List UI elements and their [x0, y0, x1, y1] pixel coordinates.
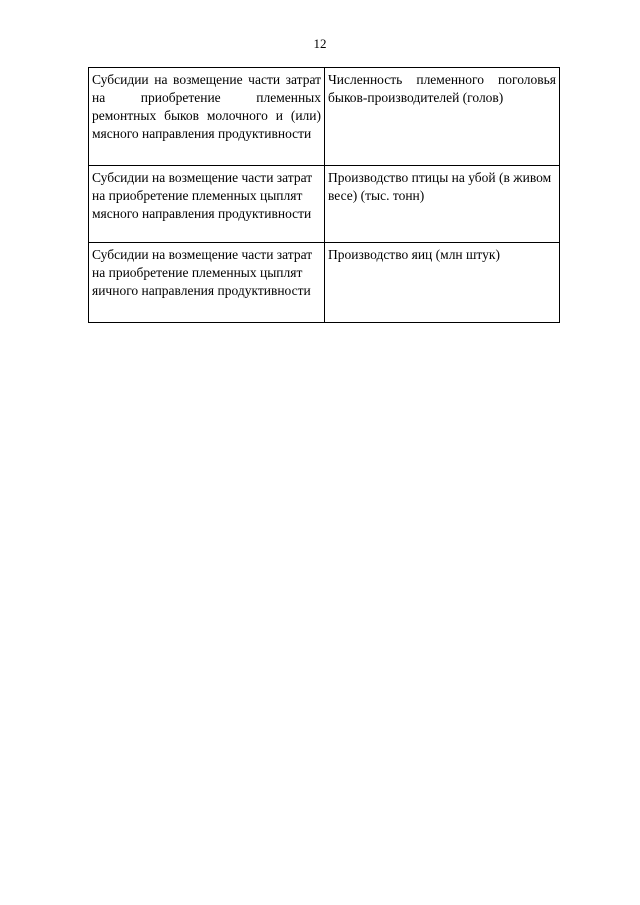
table-row [89, 243, 560, 323]
subsidy-cell: Субсидии на возмещение части затрат на приобретение племенных ремонтных быков молочного и (или) мясного направления продуктивности [89, 68, 325, 166]
indicator-cell: Численность племенного поголовья быков-производителей (голов) [325, 68, 560, 166]
subsidy-indicator-table [88, 67, 560, 323]
subsidy-cell: Субсидии на возмещение части затрат на приобретение племенных цыплят яичного направления продуктивности [89, 243, 325, 323]
table-row [89, 68, 560, 166]
subsidy-cell: Субсидии на возмещение части затрат на приобретение племенных цыплят мясного направления продуктивности [89, 166, 325, 243]
indicator-cell: Производство птицы на убой (в живом весе) (тыс. тонн) [325, 166, 560, 243]
table-row [89, 166, 560, 243]
indicator-cell: Производство яиц (млн штук) [325, 243, 560, 323]
page-number: 12 [313, 36, 327, 51]
